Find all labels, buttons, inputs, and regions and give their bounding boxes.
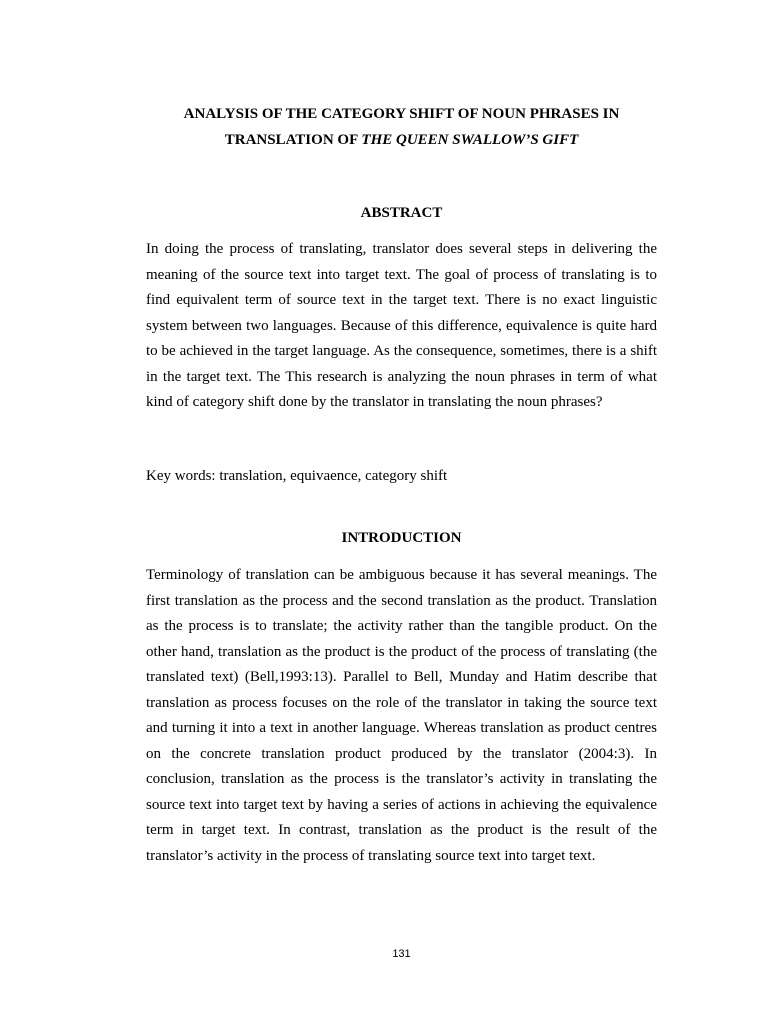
abstract-heading: ABSTRACT bbox=[360, 205, 443, 221]
introduction-paragraph: Terminology of translation can be ambiguous because it has several meanings. The first translation as the process and the second translation as the product. Translation as the process is to translate; the activity rather than the tangible product. On the other hand, translation as the product is the product of the process of translating (the translated text) (Bell,1993:13). Parallel to Bell, Munday and Hatim describe that translation as process focuses on the role of the translator in taking the source text and turning it into a text in another language. Whereas translation as product centres on the concrete translation product produced by the translator (2004:3). In conclusion, translation as the process is the translator’s activity in translating the source text into target text by having a series of actions in achieving the equivalence term in target text. In contrast, translation as the product is the result of the translator’s activity in the process of translating source text into target text. bbox=[146, 567, 657, 864]
title-line-2-prefix: TRANSLATION OF bbox=[224, 132, 362, 148]
title-line-2 bbox=[146, 127, 657, 153]
title-line-1: ANALYSIS OF THE CATEGORY SHIFT OF NOUN PHRASES IN bbox=[183, 106, 620, 122]
paper-title bbox=[146, 101, 657, 153]
title-line-2-italic: THE QUEEN SWALLOW’S GIFT bbox=[361, 132, 579, 148]
introduction-heading: INTRODUCTION bbox=[341, 530, 462, 546]
page-number: 131 bbox=[392, 948, 411, 960]
keywords: Key words: translation, equivaence, category shift bbox=[146, 468, 448, 484]
abstract-paragraph: In doing the process of translating, translator does several steps in delivering the meaning of the source text into target text. The goal of process of translating is to find equivalent term of source text in the target text. There is no exact linguistic system between two languages. Because of this difference, equivalence is quite hard to be achieved in the target language. As the consequence, sometimes, there is a shift in the target text. The This research is analyzing the noun phrases in term of what kind of category shift done by the translator in translating the noun phrases? bbox=[146, 241, 657, 410]
